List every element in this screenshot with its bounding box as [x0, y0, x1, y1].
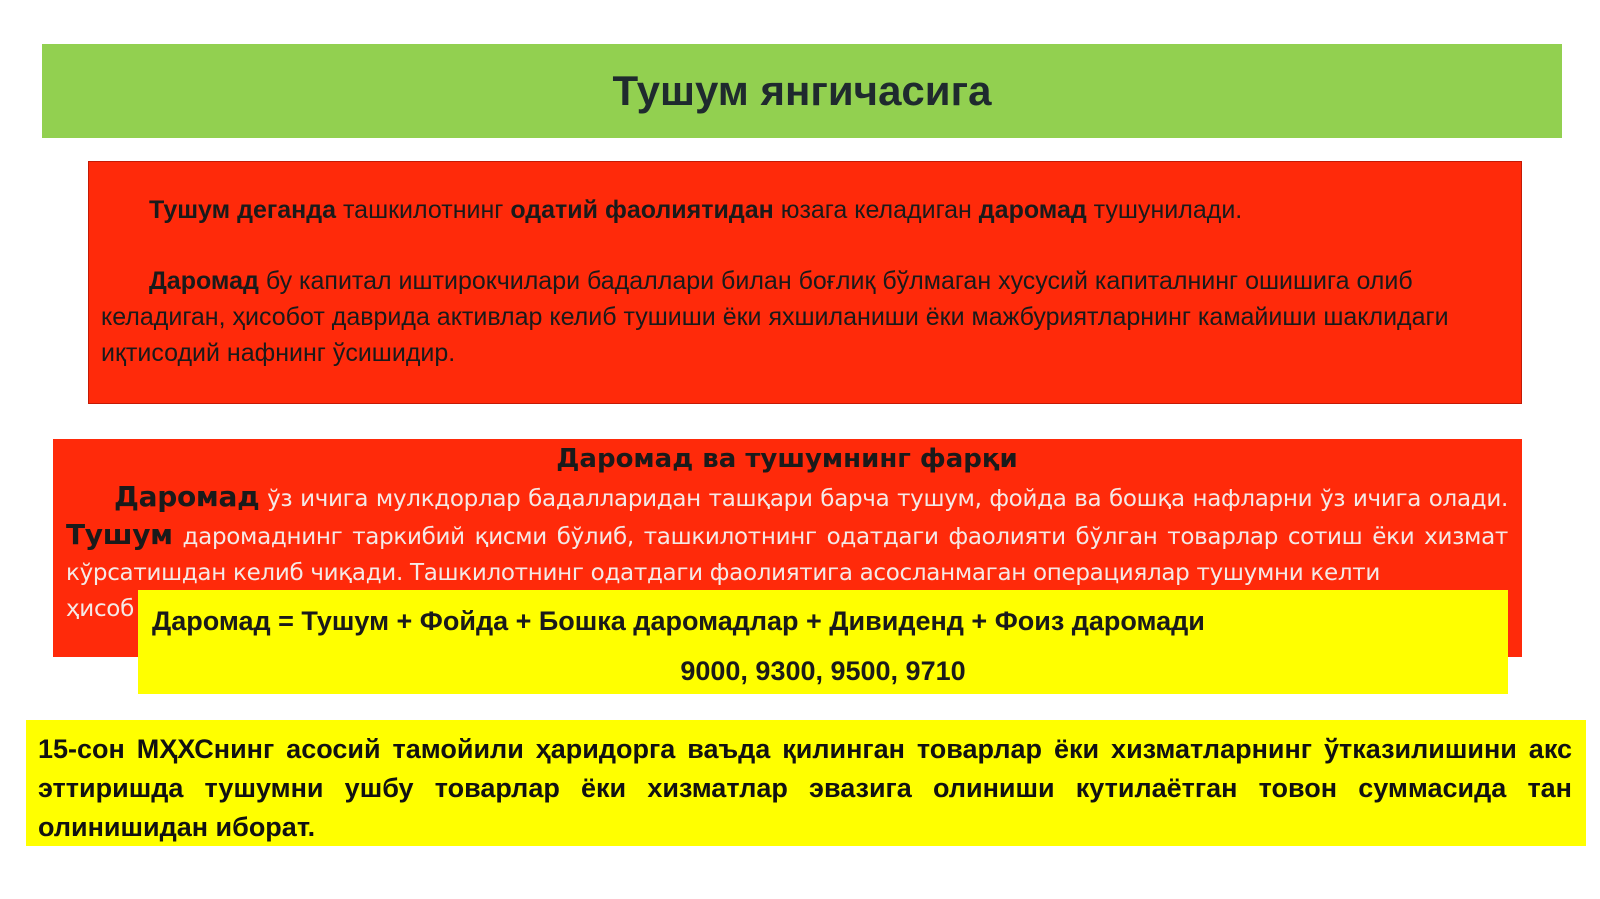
principle-box — [26, 720, 1586, 846]
account-codes: 9000, 9300, 9500, 9710 — [680, 656, 966, 686]
income-formula: Даромад = Тушум + Фойда + Бошка даромадлар + Дивиденд + Фоиз даромади — [152, 606, 1205, 636]
definition-paragraph-2 — [101, 263, 1509, 371]
definition-box — [88, 161, 1522, 404]
difference-text-cut: ҳисоб — [66, 596, 134, 622]
formula-box — [138, 590, 1508, 694]
difference-text: ўз ичига мулкдорлар бадалларидан ташқари барча тушум, фойда ва бошқа нафларни ўз ичига олади. — [259, 486, 1508, 512]
title-banner — [42, 44, 1562, 138]
definition-term-income-2: Даромад — [149, 267, 259, 295]
definition-text: ташкилотнинг — [336, 196, 511, 224]
difference-term-revenue: Тушум — [66, 518, 173, 551]
difference-term-income: Даромад — [114, 480, 260, 513]
principle-text: 15-сон МҲХСнинг асосий тамойили ҳаридорга ваъда қилинган товарлар ёки хизматларнинг ўтказилишини акс эттиришда тушумни ушбу товарлар ёки хизматлар эвазига олиниши кутилаётган товон суммасида тан олинишидан иборат. — [38, 734, 1572, 842]
difference-text: даромаднинг таркибий қисми бўлиб, ташкилотнинг одатдаги фаолияти бўлган товарлар сотиш ёки хизмат кўрсатишдан келиб чиқади. Ташкилотнинг одатдаги фаолиятига асосланмаган операциялар тушумни келти — [66, 524, 1508, 586]
difference-heading: Даромад ва тушумнинг фарқи — [556, 444, 1018, 474]
definition-text: тушунилади. — [1086, 196, 1243, 224]
definition-text: бу капитал иштирокчилари бадаллари билан боғлиқ бўлмаган хусусий капиталнинг ошишига олиб келадиган, ҳисобот даврида активлар келиб тушиши ёки яхшиланиши ёки мажбуриятларнинг камайиши шаклидаги иқтисодий нафнинг ўсишидир. — [101, 267, 1449, 367]
definition-term-ordinary-activity: одатий фаолиятидан — [510, 196, 774, 224]
definition-text: юзага келадиган — [773, 196, 979, 224]
definition-paragraph-1 — [101, 192, 1509, 228]
definition-term-income: даромад — [978, 196, 1087, 224]
slide-title: Тушум янгичасига — [612, 67, 992, 114]
definition-term-revenue: Тушум деганда — [149, 196, 337, 224]
